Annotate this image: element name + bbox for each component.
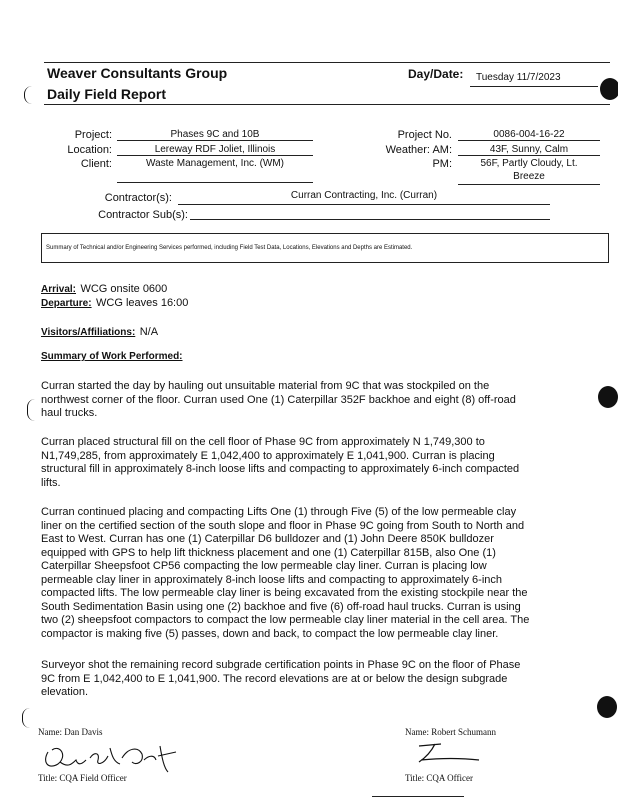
departure-label: Departure: [41,298,92,309]
contractor-sub-underline [190,219,550,220]
punch-hole-middle [598,386,618,408]
weather-am-label: Weather: AM: [385,144,452,156]
paragraph-line: equipped with GPS to help lift thickness placement and one (1) Caterpillar 815B, also One (1) [41,546,496,559]
client-underline [117,182,313,183]
paragraph-line: Curran started the day by hauling out unsuitable material from 9C that was stockpiled on the [41,380,490,392]
paragraph-line: structural fill in approximately 8-inch loose lifts and compacting to approximately 6-inch compacted [41,463,520,475]
paragraph-4 [41,659,520,700]
contractor-underline [178,204,550,205]
project-label: Project: [74,129,112,141]
paragraph-line: compactor is making five (5) passes, down and back, to compact the low permeable clay liner. [41,627,499,640]
pm-value-line2: Breeze [513,171,545,182]
project-value: Phases 9C and 10B [117,129,313,141]
contractor-value: Curran Contracting, Inc. (Curran) [290,190,438,201]
dan-davis-signature [38,734,188,776]
right-signer-title: Title: CQA Officer [405,773,474,783]
pm-label: PM: [432,158,452,170]
paragraph-3 [41,506,529,641]
arrival-value: WCG onsite 0600 [80,283,168,295]
daydate-underline [470,86,598,87]
client-label: Client: [80,158,112,170]
pm-underline [458,184,600,185]
scan-mark-left [24,86,33,104]
paragraph-line: elevation. [41,686,89,698]
top-rule [44,62,610,63]
scan-mark-left [27,399,36,421]
location-value: Lereway RDF Joliet, Illinois [117,144,313,156]
left-signer-title: Title: CQA Field Officer [38,773,127,783]
paragraph-2 [41,436,519,490]
paragraph-line: northwest corner of the floor. Curran used One (1) Caterpillar 352F backhoe and eight (8) off-road [41,393,516,406]
contractor-sub-label: Contractor Sub(s): [98,209,188,221]
paragraph-line: N1,749,285, from approximately E 1,042,400 to approximately E 1,041,900. Curran is placing [41,449,495,462]
paragraph-line: Curran continued placing and compacting Lifts One (1) through Five (5) of the low permeable clay [41,506,517,518]
daydate-label: Day/Date: [408,67,464,81]
project-no-label: Project No. [397,129,452,141]
paragraph-line: liner on the certified section of the south slope and floor in Phase 9C going from South to North and [41,519,525,532]
paragraph-line: lifts. [41,476,61,489]
paragraph-line: haul trucks. [41,407,98,419]
location-label: Location: [67,144,112,156]
company-name: Weaver Consultants Group [47,65,228,81]
paragraph-line: 9C from E 1,042,400 to E 1,041,900. The record elevations are at or below the design subgrade [41,672,508,685]
header-rule [44,104,610,105]
paragraph-line: Curran placed structural fill on the cell floor of Phase 9C from approximately N 1,749,300 to [41,436,485,448]
weather-am-value: 43F, Sunny, Calm [458,144,600,156]
daydate-value: Tuesday 11/7/2023 [476,72,561,83]
paragraph-1 [41,380,516,421]
left-signer-name: Name: Dan Davis [38,727,103,737]
contractor-label: Contractor(s): [104,192,172,204]
robert-schumann-signature [405,738,505,768]
visitors-value: N/A [139,326,159,338]
paragraph-line: Caterpillar Sheepsfoot CP56 compacting the low permeable clay liner. Curran is placing low [41,560,487,572]
paragraph-line: two (2) sheepsfoot compactors to compact the low permeable clay liner material in the cell area. The [41,614,530,626]
arrival-label: Arrival: [41,284,77,295]
project-no-value: 0086-004-16-22 [458,129,600,141]
visitors-line [41,322,158,340]
punch-hole-bottom [597,696,617,718]
paragraph-line: East to West. Curran has one (1) Caterpillar D6 bulldozer and (1) John Deere 850K bulldozer [41,533,494,545]
client-value: Waste Management, Inc. (WM) [146,158,284,169]
paragraph-line: permeable clay liner in approximately 8-inch loose lifts and compacting to approximately 6-inch [41,573,503,586]
departure-value: WCG leaves 16:00 [96,297,189,309]
visitors-label: Visitors/Affiliations: [41,327,136,338]
scan-mark-left [22,708,31,728]
right-signer-name: Name: Robert Schumann [405,727,496,737]
departure-line [41,293,188,311]
paragraph-line: South Sedimentation Basin using one (2) backhoe and five (6) off-road haul trucks. Curran is using [41,600,521,613]
summary-box-text: Summary of Technical and/or Engineering Services performed, including Field Test Data, Locations, Elevations and Depths are Estimated. [46,245,413,251]
report-title: Daily Field Report [47,86,167,102]
summary-heading: Summary of Work Performed: [41,351,183,362]
paragraph-line: Surveyor shot the remaining record subgrade certification points in Phase 9C on the floor of Phase [41,659,521,671]
paragraph-line: compacted lifts. The low permeable clay liner is being excavated from the existing stockpile near the [41,587,528,599]
bottom-mark [372,796,464,797]
pm-value-line1: 56F, Partly Cloudy, Lt. [480,158,578,169]
punch-hole-top [600,78,618,100]
